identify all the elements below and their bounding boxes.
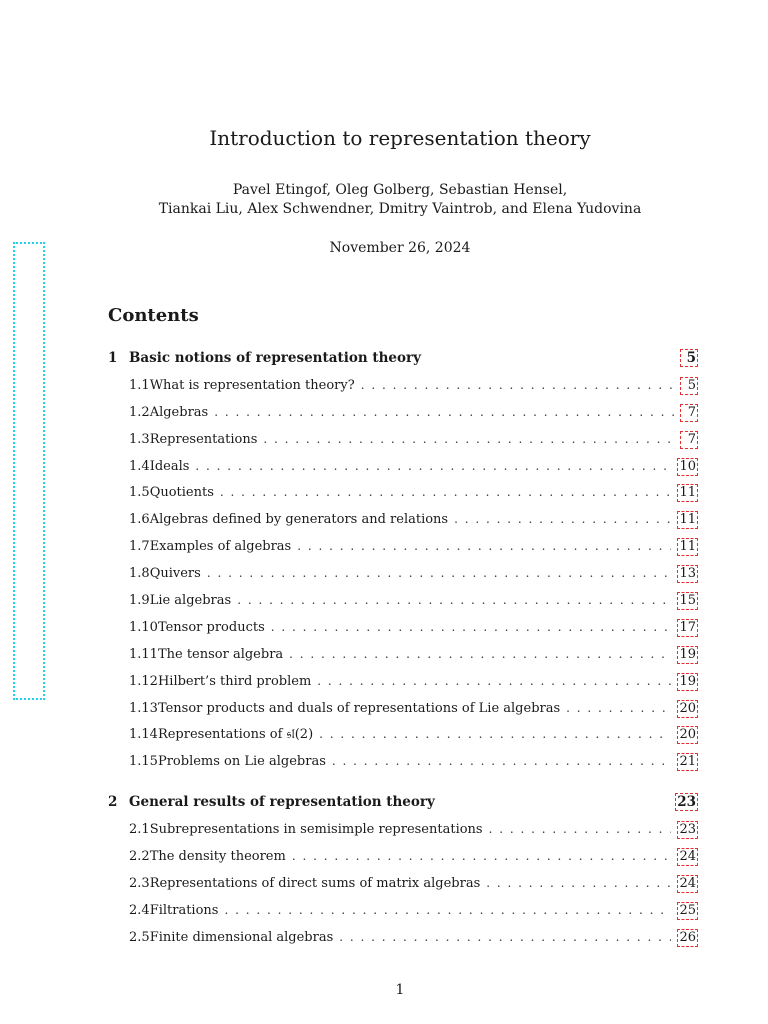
toc-page-link[interactable]: 25 bbox=[679, 902, 696, 918]
toc-number: 1.8 bbox=[129, 566, 150, 582]
toc-leader bbox=[292, 843, 672, 870]
toc-label: Hilbert’s third problem bbox=[157, 673, 312, 689]
toc-number: 1.1 bbox=[129, 377, 150, 393]
toc-number: 1.4 bbox=[129, 458, 150, 474]
toc-leader bbox=[297, 533, 671, 560]
toc-entry-1-14[interactable] bbox=[108, 721, 698, 748]
table-of-contents bbox=[108, 345, 698, 951]
toc-leader bbox=[332, 748, 672, 775]
toc-label: Problems on Lie algebras bbox=[157, 754, 326, 770]
toc-label: General results of representation theory bbox=[129, 794, 435, 811]
toc-entry-2-4[interactable] bbox=[108, 897, 698, 924]
toc-entry-1-11[interactable] bbox=[108, 641, 698, 668]
toc-page-link[interactable]: 20 bbox=[679, 700, 696, 716]
toc-entry-1-4[interactable] bbox=[108, 453, 698, 480]
document-date: November 26, 2024 bbox=[329, 240, 471, 256]
toc-entry-1-8[interactable] bbox=[108, 560, 698, 587]
toc-number: 1.15 bbox=[129, 754, 158, 770]
toc-entry-1-9[interactable] bbox=[108, 587, 698, 614]
toc-page-link[interactable]: 19 bbox=[679, 673, 696, 689]
toc-leader bbox=[339, 924, 671, 951]
toc-leader bbox=[317, 668, 671, 695]
toc-label: Algebras defined by generators and relations bbox=[149, 512, 449, 528]
toc-number: 1 bbox=[108, 350, 118, 366]
toc-page-link[interactable]: 17 bbox=[679, 619, 696, 635]
toc-entry-2-3[interactable] bbox=[108, 870, 698, 897]
toc-label: Filtrations bbox=[149, 902, 219, 918]
toc-label: Basic notions of representation theory bbox=[129, 350, 421, 366]
toc-label: Algebras bbox=[149, 404, 209, 420]
toc-section-2[interactable] bbox=[108, 789, 698, 816]
toc-page-link[interactable]: 26 bbox=[679, 929, 696, 945]
toc-page-link[interactable]: 21 bbox=[679, 754, 696, 770]
authors-line-1: Pavel Etingof, Oleg Golberg, Sebastian Hensel, bbox=[232, 182, 568, 198]
toc-page-link[interactable]: 24 bbox=[679, 849, 696, 865]
toc-label: The density theorem bbox=[149, 849, 286, 865]
toc-number: 1.2 bbox=[129, 404, 150, 420]
page-number: 1 bbox=[395, 982, 405, 998]
authors-line-2: Tiankai Liu, Alex Schwendner, Dmitry Vaintrob, and Elena Yudovina bbox=[158, 201, 642, 217]
toc-label: Tensor products and duals of representations of Lie algebras bbox=[157, 700, 561, 716]
toc-entry-1-5[interactable] bbox=[108, 479, 698, 506]
toc-entry-1-7[interactable] bbox=[108, 533, 698, 560]
toc-entry-1-12[interactable] bbox=[108, 668, 698, 695]
toc-leader bbox=[489, 816, 672, 843]
contents-heading: Contents bbox=[108, 305, 199, 326]
toc-page-link[interactable]: 5 bbox=[680, 349, 698, 367]
toc-leader bbox=[224, 897, 671, 924]
toc-entry-1-13[interactable] bbox=[108, 695, 698, 722]
toc-leader bbox=[271, 614, 672, 641]
toc-entry-1-15[interactable] bbox=[108, 748, 698, 775]
toc-number: 2.2 bbox=[129, 849, 150, 865]
toc-number: 2.1 bbox=[129, 822, 150, 838]
toc-leader bbox=[220, 479, 672, 506]
toc-page-link[interactable]: 11 bbox=[679, 539, 696, 555]
toc-page-link[interactable]: 23 bbox=[679, 822, 696, 838]
toc-number: 1.5 bbox=[129, 485, 150, 501]
toc-label: Quivers bbox=[149, 566, 201, 582]
toc-leader bbox=[237, 587, 671, 614]
toc-label: Representations of direct sums of matrix algebras bbox=[149, 875, 481, 891]
toc-number: 1.11 bbox=[129, 646, 158, 662]
toc-label: Representations of 𝔰𝔩(2) bbox=[157, 727, 314, 743]
toc-label: Subrepresentations in semisimple representations bbox=[149, 822, 483, 838]
toc-page-link[interactable]: 13 bbox=[679, 566, 696, 582]
toc-section-1[interactable] bbox=[108, 345, 698, 372]
toc-label: Lie algebras bbox=[149, 593, 232, 609]
document-title: Introduction to representation theory bbox=[209, 126, 591, 150]
toc-page-link[interactable]: 11 bbox=[679, 512, 696, 528]
toc-number: 1.12 bbox=[129, 673, 158, 689]
toc-page-link[interactable]: 11 bbox=[679, 485, 696, 501]
toc-label: The tensor algebra bbox=[157, 646, 284, 662]
toc-number: 1.7 bbox=[129, 539, 150, 555]
toc-entry-1-2[interactable] bbox=[108, 399, 698, 426]
toc-number: 2.5 bbox=[129, 929, 150, 945]
toc-entry-1-10[interactable] bbox=[108, 614, 698, 641]
toc-page-link[interactable]: 23 bbox=[677, 794, 696, 811]
toc-page-link[interactable]: 7 bbox=[680, 404, 698, 422]
toc-number: 1.6 bbox=[129, 512, 150, 528]
toc-page-link[interactable]: 7 bbox=[680, 431, 698, 449]
toc-leader bbox=[454, 506, 671, 533]
toc-number: 2.4 bbox=[129, 902, 150, 918]
toc-leader bbox=[289, 641, 671, 668]
toc-page-link[interactable]: 15 bbox=[679, 593, 696, 609]
toc-number: 2.3 bbox=[129, 875, 150, 891]
toc-entry-2-1[interactable] bbox=[108, 816, 698, 843]
toc-page-link[interactable]: 5 bbox=[680, 377, 698, 395]
toc-leader bbox=[195, 453, 671, 480]
toc-page-link[interactable]: 24 bbox=[679, 875, 696, 891]
toc-entry-1-1[interactable] bbox=[108, 372, 698, 399]
toc-leader bbox=[566, 695, 671, 722]
toc-label: Quotients bbox=[149, 485, 214, 501]
toc-leader bbox=[214, 399, 674, 426]
toc-page-link[interactable]: 19 bbox=[679, 646, 696, 662]
toc-page-link[interactable]: 10 bbox=[679, 458, 696, 474]
toc-number: 1.3 bbox=[129, 431, 150, 447]
toc-entry-1-6[interactable] bbox=[108, 506, 698, 533]
arxiv-link-box[interactable] bbox=[13, 242, 45, 700]
toc-page-link[interactable]: 20 bbox=[679, 727, 696, 743]
toc-entry-1-3[interactable] bbox=[108, 426, 698, 453]
toc-leader bbox=[207, 560, 672, 587]
toc-number: 1.9 bbox=[129, 593, 150, 609]
toc-number: 1.10 bbox=[129, 619, 158, 635]
toc-label: What is representation theory? bbox=[149, 377, 355, 393]
toc-leader bbox=[319, 721, 671, 748]
toc-label: Finite dimensional algebras bbox=[149, 929, 334, 945]
toc-label: Tensor products bbox=[157, 619, 265, 635]
toc-entry-2-2[interactable] bbox=[108, 843, 698, 870]
toc-number: 1.13 bbox=[129, 700, 158, 716]
toc-label: Ideals bbox=[149, 458, 190, 474]
toc-label: Representations bbox=[149, 431, 258, 447]
authors bbox=[0, 181, 768, 219]
toc-entry-2-5[interactable] bbox=[108, 924, 698, 951]
toc-number: 2 bbox=[108, 794, 118, 811]
toc-label: Examples of algebras bbox=[149, 539, 292, 555]
toc-leader bbox=[486, 870, 671, 897]
toc-leader bbox=[263, 426, 674, 453]
toc-leader bbox=[361, 372, 674, 399]
toc-number: 1.14 bbox=[129, 727, 158, 743]
